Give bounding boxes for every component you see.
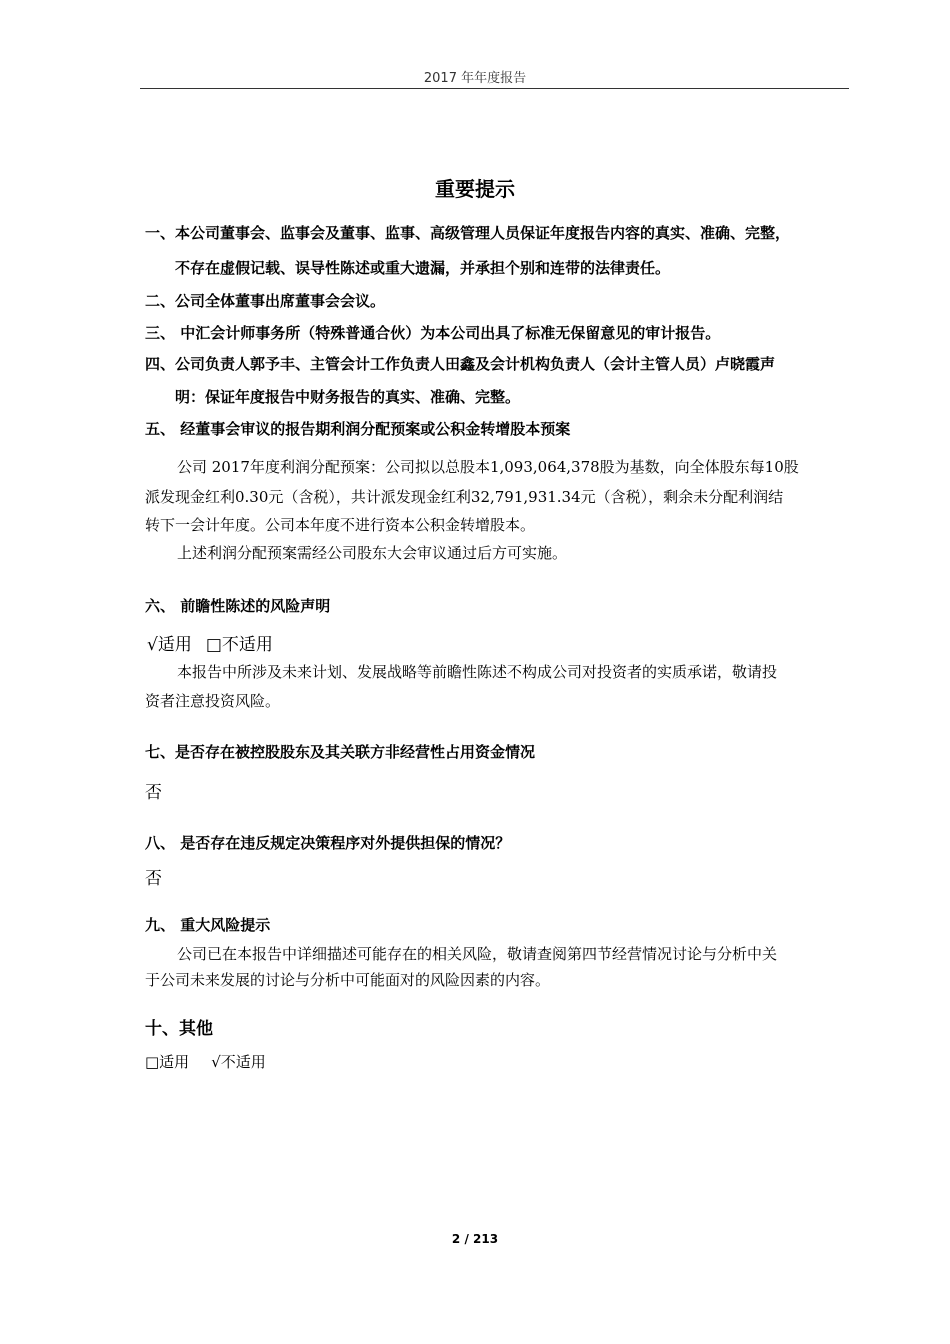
profit-line4: 上述利润分配预案需经公司股东大会审议通过后方可实施。 bbox=[177, 544, 568, 562]
item-four-line2: 明：保证年度报告中财务报告的真实、准确、完整。 bbox=[175, 388, 521, 406]
section-seven-answer: 否 bbox=[145, 783, 162, 803]
section-ten-options bbox=[145, 1051, 266, 1072]
section-eight-answer: 否 bbox=[145, 869, 162, 889]
page-number: 2 / 213 bbox=[451, 1232, 499, 1246]
six-not-applicable-checkbox[interactable]: □不适用 bbox=[205, 635, 273, 655]
ten-not-applicable-checkbox[interactable]: √不适用 bbox=[211, 1053, 266, 1071]
section-eight-heading: 八、 是否存在违反规定决策程序对外提供担保的情况？ bbox=[145, 834, 511, 852]
section-ten-heading: 十、其他 bbox=[145, 1019, 213, 1039]
item-four-line1: 四、公司负责人郭予丰、主管会计工作负责人田鑫及会计机构负责人（会计主管人员）卢晓霞声 bbox=[145, 355, 776, 373]
six-applicable-checkbox[interactable]: √适用 bbox=[147, 635, 192, 655]
item-five-heading: 五、 经董事会审议的报告期利润分配预案或公积金转增股本预案 bbox=[145, 420, 571, 438]
six-line2: 资者注意投资风险。 bbox=[145, 692, 281, 710]
page-title: 重要提示 bbox=[435, 177, 515, 201]
ten-applicable-checkbox[interactable]: □适用 bbox=[145, 1053, 190, 1071]
running-header: 2017 年年度报告 bbox=[423, 71, 527, 86]
section-six-heading: 六、 前瞻性陈述的风险声明 bbox=[145, 597, 331, 615]
profit-line2: 派发现金红利0.30元（含税），共计派发现金红利32,791,931.34元（含税），剩余未分配利润结 bbox=[145, 488, 784, 506]
section-six-options bbox=[147, 630, 273, 655]
profit-line1: 公司 2017年度利润分配预案：公司拟以总股本1,093,064,378股为基数，向全体股东每10股 bbox=[177, 458, 799, 476]
item-one-line2: 不存在虚假记载、误导性陈述或重大遗漏，并承担个别和连带的法律责任。 bbox=[175, 259, 671, 277]
profit-line3: 转下一会计年度。公司本年度不进行资本公积金转增股本。 bbox=[145, 516, 536, 534]
item-three: 三、 中汇会计师事务所（特殊普通合伙）为本公司出具了标准无保留意见的审计报告。 bbox=[145, 324, 721, 342]
header-rule bbox=[140, 88, 849, 89]
item-one-line1: 一、本公司董事会、监事会及董事、监事、高级管理人员保证年度报告内容的真实、准确、完整， bbox=[145, 224, 791, 242]
nine-line1: 公司已在本报告中详细描述可能存在的相关风险，敬请查阅第四节经营情况讨论与分析中关 bbox=[177, 945, 778, 963]
section-seven-heading: 七、是否存在被控股股东及其关联方非经营性占用资金情况 bbox=[145, 743, 536, 761]
six-line1: 本报告中所涉及未来计划、发展战略等前瞻性陈述不构成公司对投资者的实质承诺，敬请投 bbox=[177, 663, 778, 681]
item-two: 二、公司全体董事出席董事会会议。 bbox=[145, 292, 386, 310]
section-nine-heading: 九、 重大风险提示 bbox=[145, 916, 271, 934]
nine-line2: 于公司未来发展的讨论与分析中可能面对的风险因素的内容。 bbox=[145, 971, 551, 989]
